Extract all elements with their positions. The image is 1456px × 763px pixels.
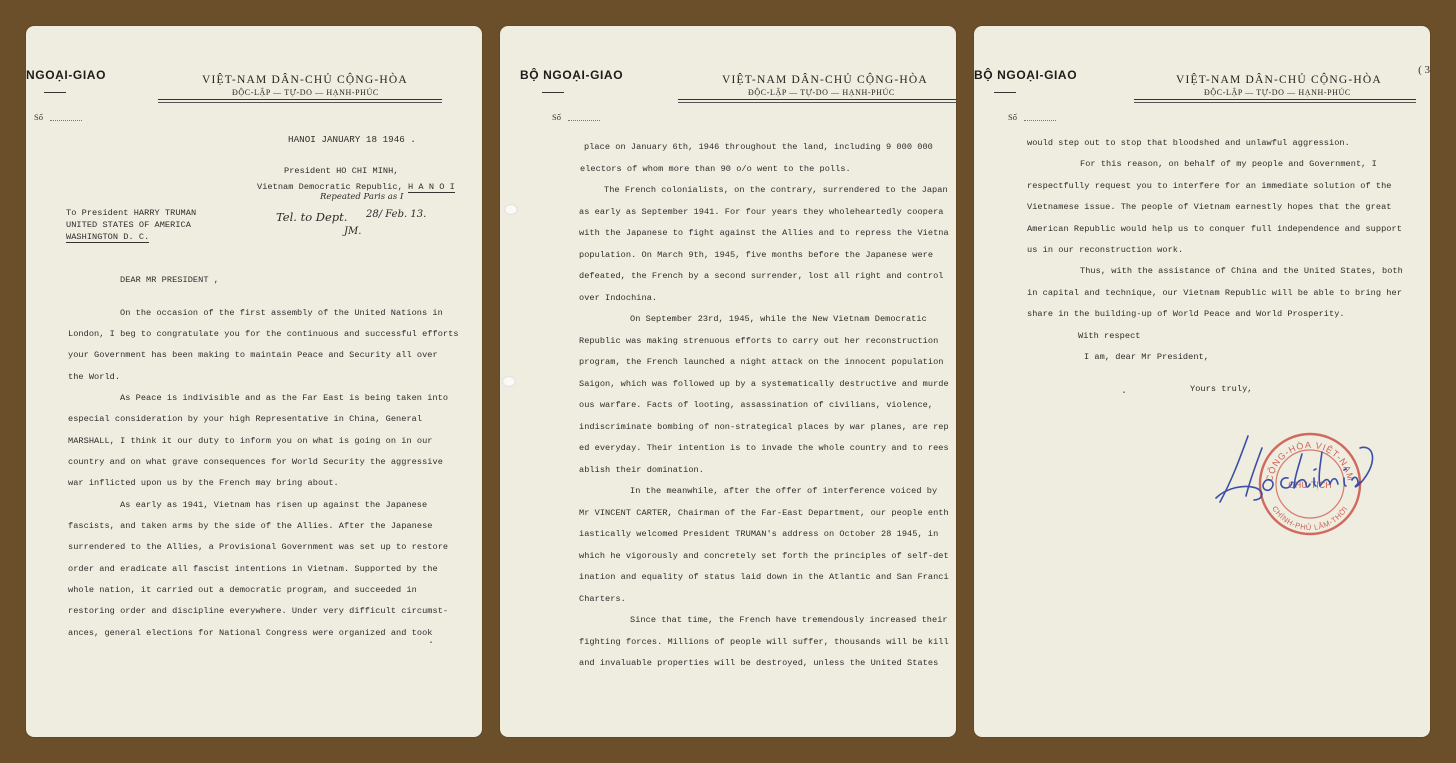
body-line: On the occasion of the first assembly of the United Nations in <box>120 308 443 318</box>
motto: ĐỘC-LẬP — TỰ-DO — HẠNH-PHÚC <box>1204 88 1351 97</box>
body-line: electors of whom more than 90 o/o went to the polls. <box>580 164 851 174</box>
so-dotted-line <box>568 120 600 121</box>
body-line: MARSHALL, I think it our duty to inform you on what is going on in our <box>68 436 433 446</box>
ministry-heading: BỘ NGOẠI-GIAO <box>520 68 624 82</box>
salutation: DEAR MR PRESIDENT , <box>120 275 219 285</box>
pencil-mark: · <box>1121 388 1128 399</box>
letter-page-3 <box>974 26 1430 737</box>
ministry-rule <box>542 92 564 93</box>
body-line: war inflicted upon us by the French may bring about. <box>68 478 339 488</box>
body-line: As early as 1941, Vietnam has risen up against the Japanese <box>120 500 428 510</box>
body-line: fascists, and taken arms by the side of the Allies. After the Japanese <box>68 521 433 531</box>
body-line: Since that time, the French have tremendously increased their <box>630 615 948 625</box>
body-line: especial consideration by your high Representative in China, General <box>68 414 423 424</box>
body-line: ablish their domination. <box>579 465 704 475</box>
body-line: In the meanwhile, after the offer of interference voiced by <box>630 486 938 496</box>
body-line: over Indochina. <box>579 293 658 303</box>
body-line: Mr VINCENT CARTER, Chairman of the Far-East Department, our people enth <box>579 508 949 518</box>
body-line: defeated, the French by a second surrender, lost all right and control <box>579 271 944 281</box>
body-line: share in the building-up of World Peace and World Prosperity. <box>1027 309 1345 319</box>
republic-heading: VIỆT-NAM DÂN-CHỦ CỘNG-HÒA <box>1176 74 1382 86</box>
ministry-rule <box>994 92 1016 93</box>
handwritten-note-3: 28/ Feb. 13. <box>366 209 427 220</box>
body-line: would step out to stop that bloodshed and unlawful aggression. <box>1027 138 1350 148</box>
body-line: On September 23rd, 1945, while the New Vietnam Democratic <box>630 314 927 324</box>
body-line: whole nation, it carried out a democratic program, and succeeded in <box>68 585 417 595</box>
body-line: Vietnamese issue. The people of Vietnam earnestly hopes that the great <box>1027 202 1392 212</box>
addressee-line-1: To President HARRY TRUMAN <box>66 208 197 218</box>
ministry-heading: BỘ NGOẠI-GIAO <box>974 68 1078 82</box>
ministry-rule <box>44 92 66 93</box>
body-line: the World. <box>68 372 121 382</box>
body-line: respectfully request you to interfere for an immediate solution of the <box>1027 181 1392 191</box>
body-line: The French colonialists, on the contrary, surrendered to the Japan <box>604 185 948 195</box>
body-line: London, I beg to congratulate you for the continuous and successful efforts <box>68 329 459 339</box>
body-line: your Government has been making to maintain Peace and Security all over <box>68 350 438 360</box>
handwritten-note-2: Tel. to Dept. <box>276 210 348 224</box>
punch-hole <box>502 376 516 387</box>
republic-heading: VIỆT-NAM DÂN-CHỦ CỘNG-HÒA <box>722 74 928 86</box>
so-label: Số <box>1008 112 1017 122</box>
body-line: as early as September 1941. For four years they wholeheartedly coopera <box>579 207 944 217</box>
body-line: in capital and technique, our Vietnam Republic will be able to bring her <box>1027 288 1402 298</box>
body-line: Thus, with the assistance of China and the United States, both <box>1080 266 1403 276</box>
handwritten-note-4: JM. <box>344 226 362 237</box>
body-line: As Peace is indivisible and as the Far East is being taken into <box>120 393 449 403</box>
body-line: place on January 6th, 1946 throughout the land, including 9 000 000 <box>584 142 933 152</box>
seal-text-bottom: CHÍNH-PHỦ LÂM-THỜI <box>1270 504 1350 533</box>
sender-line-1: President HO CHI MINH, <box>284 166 399 176</box>
body-line: and invaluable properties will be destroyed, unless the United States <box>579 658 939 668</box>
body-line: iastically welcomed President TRUMAN's address on October 28 1945, in <box>579 529 939 539</box>
closing-i-am: I am, dear Mr President, <box>1084 352 1209 362</box>
body-line: ances, general elections for National Congress were organized and took <box>68 628 433 638</box>
header-rule <box>1134 99 1416 103</box>
body-line: us in our reconstruction work. <box>1027 245 1184 255</box>
closing-yours-truly: Yours truly, <box>1190 384 1253 394</box>
signature-hochiminh <box>1210 418 1385 518</box>
header-rule <box>158 99 442 103</box>
pencil-mark: · <box>428 638 435 649</box>
body-line: order and eradicate all fascist intentions in Vietnam. Supported by the <box>68 564 438 574</box>
sender-line-2: Vietnam Democratic Republic, H A N O I <box>257 182 455 192</box>
body-line: surrendered to the Allies, a Provisional Government was set up to restore <box>68 542 449 552</box>
body-line: which he vigorously and concretely set forth the principles of self-det <box>579 551 949 561</box>
body-line: ination and equality of status laid down in the Atlantic and San Franci <box>579 572 949 582</box>
so-label: Số <box>552 112 561 122</box>
body-line: Republic was making strenuous efforts to carry out her reconstruction <box>579 336 939 346</box>
body-line: with the Japanese to fight against the Allies and to repress the Vietna <box>579 228 949 238</box>
header-rule <box>678 99 956 103</box>
body-line: restoring order and discipline everywhere. Under very difficult circumst- <box>68 606 449 616</box>
body-line: indiscriminate bombing of non-strategical places by war planes, are rep <box>579 422 949 432</box>
body-line: fighting forces. Millions of people will suffer, thousands will be kill <box>579 637 949 647</box>
body-line: program, the French launched a night attack on the innocent population <box>579 357 944 367</box>
closing-with-respect: With respect <box>1078 331 1141 341</box>
body-line: country and on what grave consequences for World Security the aggressive <box>68 457 443 467</box>
ministry-heading: NGOẠI-GIAO <box>26 68 106 82</box>
addressee-line-3: WASHINGTON D. C. <box>66 232 150 242</box>
punch-hole <box>504 204 518 215</box>
body-line: For this reason, on behalf of my people and Government, I <box>1080 159 1377 169</box>
letter-page-1 <box>26 26 482 737</box>
so-dotted-line <box>50 120 82 121</box>
body-line: Charters. <box>579 594 626 604</box>
so-label: Số <box>34 112 43 122</box>
republic-heading: VIỆT-NAM DÂN-CHỦ CỘNG-HÒA <box>202 74 408 86</box>
body-line: ed everyday. Their intention is to invade the whole country and to rees <box>579 443 949 453</box>
seal-text-top: CỘNG-HÒA VIỆT-NAM <box>1264 439 1356 483</box>
body-line: Saigon, which was followed up by a systematically destructive and murde <box>579 379 949 389</box>
seal-text-middle: CHỦ-TỊCH <box>1288 480 1332 490</box>
so-dotted-line <box>1024 120 1056 121</box>
letter-date: HANOI JANUARY 18 1946 . <box>288 134 416 145</box>
body-line: ous warfare. Facts of looting, assassination of civilians, violence, <box>579 400 934 410</box>
page-number: ( 3 <box>1418 64 1430 76</box>
body-line: population. On March 9th, 1945, five months before the Japanese were <box>579 250 934 260</box>
motto: ĐỘC-LẬP — TỰ-DO — HẠNH-PHÚC <box>748 88 895 97</box>
handwritten-note-1: Repeated Paris as I <box>320 192 404 202</box>
body-line: American Republic would help us to conquer full independence and support <box>1027 224 1402 234</box>
letter-page-2 <box>500 26 956 737</box>
motto: ĐỘC-LẬP — TỰ-DO — HẠNH-PHÚC <box>232 88 379 97</box>
addressee-line-2: UNITED STATES OF AMERICA <box>66 220 191 230</box>
